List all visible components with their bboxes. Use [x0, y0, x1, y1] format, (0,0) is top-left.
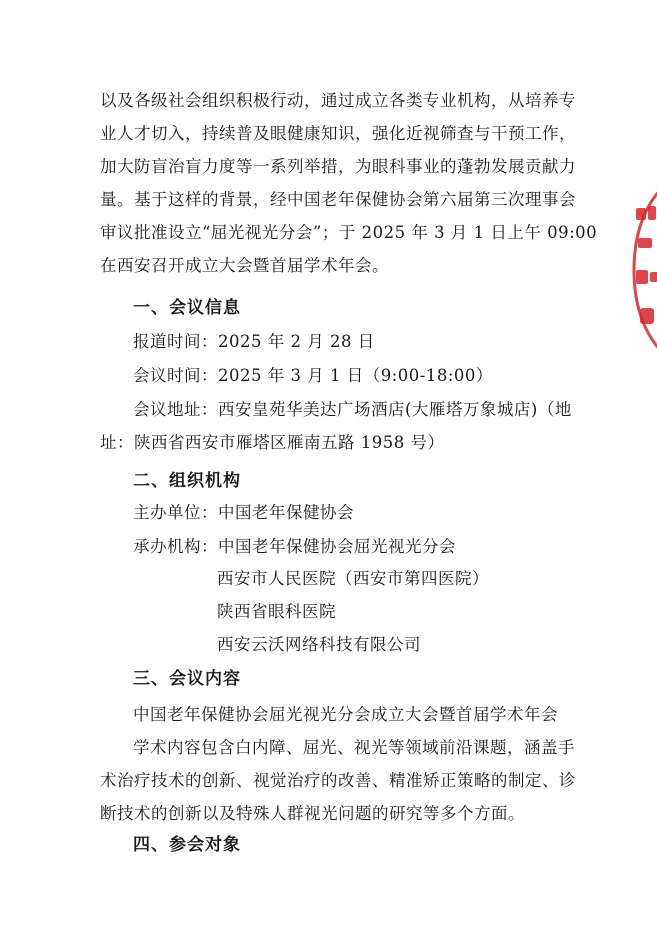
host-label: 主办单位： — [133, 503, 218, 522]
official-seal-stamp — [620, 180, 657, 360]
conference-title-line: 中国老年保健协会屈光视光分会成立大会暨首届学术年会 — [133, 705, 558, 724]
organizer-3: 陕西省眼科医院 — [217, 602, 336, 621]
intro-line-5: 审议批准设立“屈光视光分会”；于 2025 年 3 月 1 日上午 09:00 — [100, 223, 598, 242]
content-line-1: 学术内容包含白内障、屈光、视光等领域前沿课题，涵盖手 — [133, 738, 575, 757]
organizer-1: 中国老年保健协会屈光视光分会 — [218, 537, 456, 556]
section-heading-content: 三、会议内容 — [133, 669, 241, 689]
intro-line-6: 在西安召开成立大会暨首届学术年会。 — [100, 256, 389, 275]
meeting-address-line-1: 会议地址：西安皇苑华美达广场酒店(大雁塔万象城店)（地 — [133, 400, 572, 419]
intro-line-2: 业人才切入，持续普及眼健康知识，强化近视筛查与干预工作， — [100, 124, 576, 143]
section-heading-meeting-info: 一、会议信息 — [133, 298, 241, 318]
host-name: 中国老年保健协会 — [218, 503, 354, 522]
meeting-time: 会议时间：2025 年 3 月 1 日（9:00-18:00） — [133, 366, 493, 385]
organizer-4: 西安云沃网络科技有限公司 — [217, 635, 421, 654]
section-heading-attendees: 四、参会对象 — [133, 835, 241, 855]
intro-line-1: 以及各级社会组织积极行动，通过成立各类专业机构，从培养专 — [100, 91, 576, 110]
intro-line-4: 量。基于这样的背景，经中国老年保健协会第六届第三次理事会 — [100, 190, 576, 209]
section-heading-organization: 二、组织机构 — [133, 471, 241, 491]
content-line-2: 术治疗技术的创新、视觉治疗的改善、精准矫正策略的制定、诊 — [100, 771, 576, 790]
report-time: 报道时间：2025 年 2 月 28 日 — [133, 332, 375, 351]
organizer-2: 西安市人民医院（西安市第四医院） — [217, 569, 489, 588]
host-unit — [133, 496, 593, 529]
intro-line-3: 加大防盲治盲力度等一系列举措，为眼科事业的蓬勃发展贡献力 — [100, 157, 576, 176]
meeting-address-line-2: 址：陕西省西安市雁塔区雁南五路 1958 号） — [100, 433, 445, 452]
organizer-row — [133, 530, 593, 563]
organizer-label: 承办机构： — [133, 537, 218, 556]
content-line-3: 断技术的创新以及特殊人群视光问题的研究等多个方面。 — [100, 804, 525, 823]
